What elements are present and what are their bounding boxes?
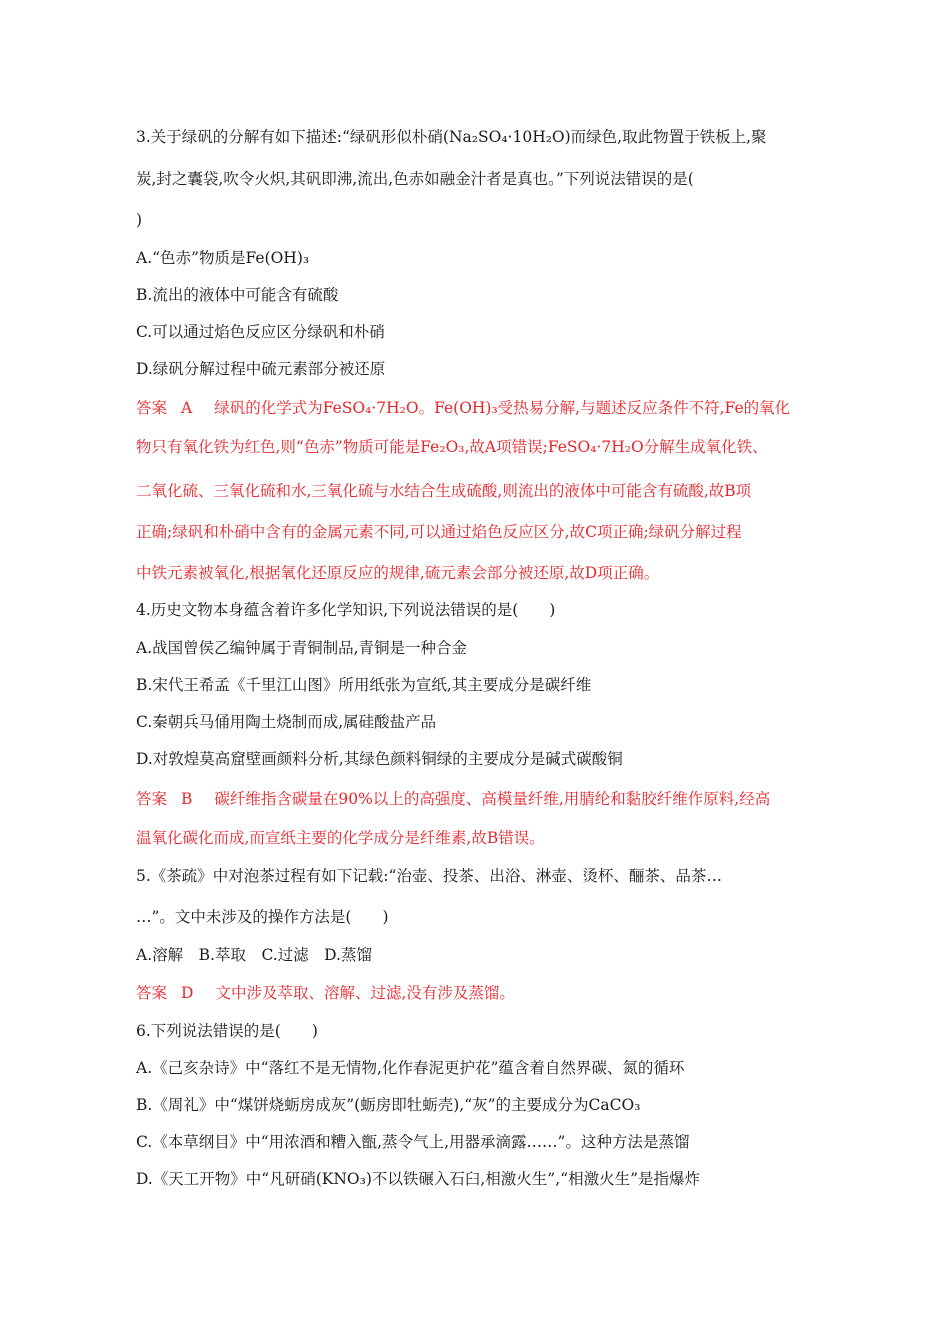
q4-option-b: B.宋代王希孟《千里江山图》所用纸张为宣纸,其主要成分是碳纤维: [136, 676, 592, 694]
q6-option-b: B.《周礼》中“煤饼烧蛎房成灰”(蛎房即牡蛎壳),“灰”的主要成分为CaCO₃: [136, 1096, 641, 1114]
q3-stem-line-3: ): [136, 211, 143, 229]
q4-stem-line-1: 4.历史文物本身蕴含着许多化学知识,下列说法错误的是( ): [136, 601, 556, 619]
q3-stem-line-2: 炭,封之囊袋,吹令火炽,其矾即沸,流出,色赤如融金汁者是真也。”下列说法错误的是(: [136, 170, 694, 188]
answer-letter: A: [181, 399, 193, 417]
q5-stem-line-2: …”。文中未涉及的操作方法是( ): [136, 908, 389, 926]
q3-explanation-line-5: 中铁元素被氧化,根据氧化还原反应的规律,硫元素会部分被还原,故D项正确。: [136, 564, 660, 582]
q3-option-a: A.“色赤”物质是Fe(OH)₃: [136, 249, 310, 267]
q3-explanation-line-4: 正确;绿矾和朴硝中含有的金属元素不同,可以通过焰色反应区分,故C项正确;绿矾分解过程: [136, 523, 742, 541]
q5-answer-line-1: [136, 982, 515, 1004]
q3-stem-line-1: 3.关于绿矾的分解有如下描述:“绿矾形似朴硝(Na₂SO₄·10H₂O)而绿色,取此物置于铁板上,聚: [136, 128, 767, 146]
q4-answer-line-1: [136, 788, 770, 810]
explanation-text: 碳纤维指含碳量在90%以上的高强度、高模量纤维,用腈纶和黏胶纤维作原料,经高: [214, 790, 771, 808]
q5-stem-line-1: 5.《茶疏》中对泡茶过程有如下记载:“治壶、投茶、出浴、淋壶、烫杯、酾茶、品茶…: [136, 867, 722, 885]
q3-explanation-line-2: 物只有氧化铁为红色,则“色赤”物质可能是Fe₂O₃,故A项错误;FeSO₄·7H₂O分解生成氧化铁、: [136, 438, 768, 456]
q3-option-b: B.流出的液体中可能含有硫酸: [136, 286, 339, 304]
q5-options: A.溶解 B.萃取 C.过滤 D.蒸馏: [136, 946, 372, 964]
q3-answer-line-1: [136, 397, 790, 419]
q4-option-a: A.战国曾侯乙编钟属于青铜制品,青铜是一种合金: [136, 639, 468, 657]
answer-label: 答案: [136, 984, 168, 1002]
answer-letter: D: [181, 984, 194, 1002]
q4-option-d: D.对敦煌莫高窟壁画颜料分析,其绿色颜料铜绿的主要成分是碱式碳酸铜: [136, 750, 623, 768]
explanation-text: 文中涉及萃取、溶解、过滤,没有涉及蒸馏。: [215, 984, 515, 1002]
answer-letter: B: [181, 790, 193, 808]
answer-label: 答案: [136, 399, 168, 417]
q3-explanation-line-3: 二氧化硫、三氧化硫和水,三氧化硫与水结合生成硫酸,则流出的液体中可能含有硫酸,故B项: [136, 482, 752, 500]
q6-option-a: A.《己亥杂诗》中“落红不是无情物,化作春泥更护花”蕴含着自然界碳、氮的循环: [136, 1059, 685, 1077]
q3-option-c: C.可以通过焰色反应区分绿矾和朴硝: [136, 323, 385, 341]
answer-label: 答案: [136, 790, 168, 808]
q6-option-d: D.《天工开物》中“凡研硝(KNO₃)不以铁碾入石臼,相激火生”,“相激火生”是指爆炸: [136, 1170, 701, 1188]
q4-explanation-line-2: 温氧化碳化而成,而宣纸主要的化学成分是纤维素,故B错误。: [136, 829, 545, 847]
q6-stem-line-1: 6.下列说法错误的是( ): [136, 1022, 318, 1040]
q6-option-c: C.《本草纲目》中“用浓酒和糟入甑,蒸令气上,用器承滴露……”。这种方法是蒸馏: [136, 1133, 690, 1151]
explanation-text: 绿矾的化学式为FeSO₄·7H₂O。Fe(OH)₃受热易分解,与题述反应条件不符,Fe的氧化: [214, 399, 791, 417]
q4-option-c: C.秦朝兵马俑用陶土烧制而成,属硅酸盐产品: [136, 713, 437, 731]
q3-option-d: D.绿矾分解过程中硫元素部分被还原: [136, 360, 386, 378]
